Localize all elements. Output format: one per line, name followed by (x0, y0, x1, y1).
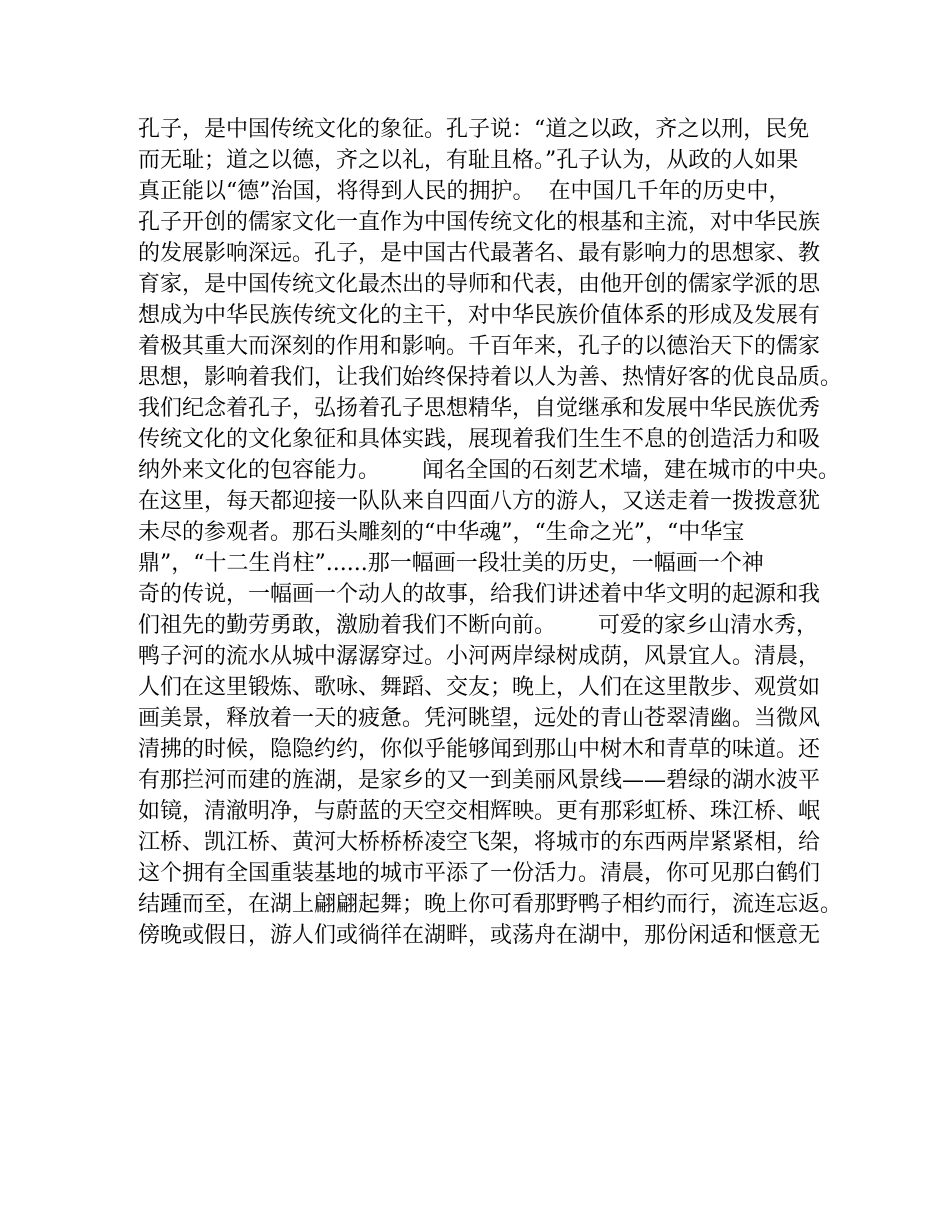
text-line: 真正能以“德”治国，将得到人民的拥护。 在中国几千年的历史中， (138, 179, 791, 204)
body-text (138, 114, 843, 951)
text-line: 孔子，是中国传统文化的象征。孔子说：“道之以政，齐之以刑，民免 (138, 117, 810, 142)
text-line: 清拂的时候，隐隐约约，你似乎能够闻到那山中树木和青草的味道。还 (138, 737, 821, 762)
text-line: 传统文化的文化象征和具体实践，展现着我们生生不息的创造活力和吸 (138, 427, 821, 452)
text-line: 画美景，释放着一天的疲惫。凭河眺望，远处的青山苍翠清幽。当微风 (138, 706, 821, 731)
text-line: 孔子开创的儒家文化一直作为中国传统文化的根基和主流，对中华民族 (138, 210, 821, 235)
text-line: 在这里，每天都迎接一队队来自四面八方的游人，又送走着一拨拨意犹 (138, 489, 821, 514)
text-line: 而无耻；道之以德，齐之以礼，有耻且格。”孔子认为，从政的人如果 (138, 148, 799, 173)
text-line: 这个拥有全国重装基地的城市平添了一份活力。清晨，你可见那白鹤们 (138, 861, 821, 886)
text-line: 的发展影响深远。孔子，是中国古代最著名、最有影响力的思想家、教 (138, 241, 821, 266)
text-line: 鼎”，“十二生肖柱”......那一幅画一段壮美的历史，一幅画一个神 (138, 551, 764, 576)
text-line: 鸭子河的流水从城中潺潺穿过。小河两岸绿树成荫，风景宜人。清晨， (138, 644, 821, 669)
text-line: 纳外来文化的包容能力。 闻名全国的石刻艺术墙，建在城市的中央。 (138, 458, 840, 483)
text-line: 奇的传说，一幅画一个动人的故事，给我们讲述着中华文明的起源和我 (138, 582, 821, 607)
text-line: 思想，影响着我们，让我们始终保持着以人为善、热情好客的优良品质。 (138, 365, 843, 390)
text-line: 人们在这里锻炼、歌咏、舞蹈、交友；晚上，人们在这里散步、观赏如 (138, 675, 821, 700)
text-line: 未尽的参观者。那石头雕刻的“中华魂”，“生命之光”，“中华宝 (138, 520, 745, 545)
text-line: 想成为中华民族传统文化的主干，对中华民族价值体系的形成及发展有 (138, 303, 821, 328)
text-line: 如镜，清澈明净，与蔚蓝的天空交相辉映。更有那彩虹桥、珠江桥、岷 (138, 799, 821, 824)
text-line: 着极其重大而深刻的作用和影响。千百年来，孔子的以德治天下的儒家 (138, 334, 821, 359)
text-line: 育家，是中国传统文化最杰出的导师和代表，由他开创的儒家学派的思 (138, 272, 821, 297)
text-line: 结踵而至，在湖上翩翩起舞；晚上你可看那野鸭子相约而行，流连忘返。 (138, 892, 843, 917)
text-line: 江桥、凯江桥、黄河大桥桥桥凌空飞架，将城市的东西两岸紧紧相，给 (138, 830, 821, 855)
text-line: 们祖先的勤劳勇敢，激励着我们不断向前。 可爱的家乡山清水秀， (138, 613, 818, 638)
text-line: 有那拦河而建的旌湖，是家乡的又一到美丽风景线——碧绿的湖水波平 (138, 768, 821, 793)
text-line: 傍晚或假日，游人们或徜徉在湖畔，或荡舟在湖中，那份闲适和惬意无 (138, 923, 821, 948)
text-line: 我们纪念着孔子，弘扬着孔子思想精华，自觉继承和发展中华民族优秀 (138, 396, 821, 421)
